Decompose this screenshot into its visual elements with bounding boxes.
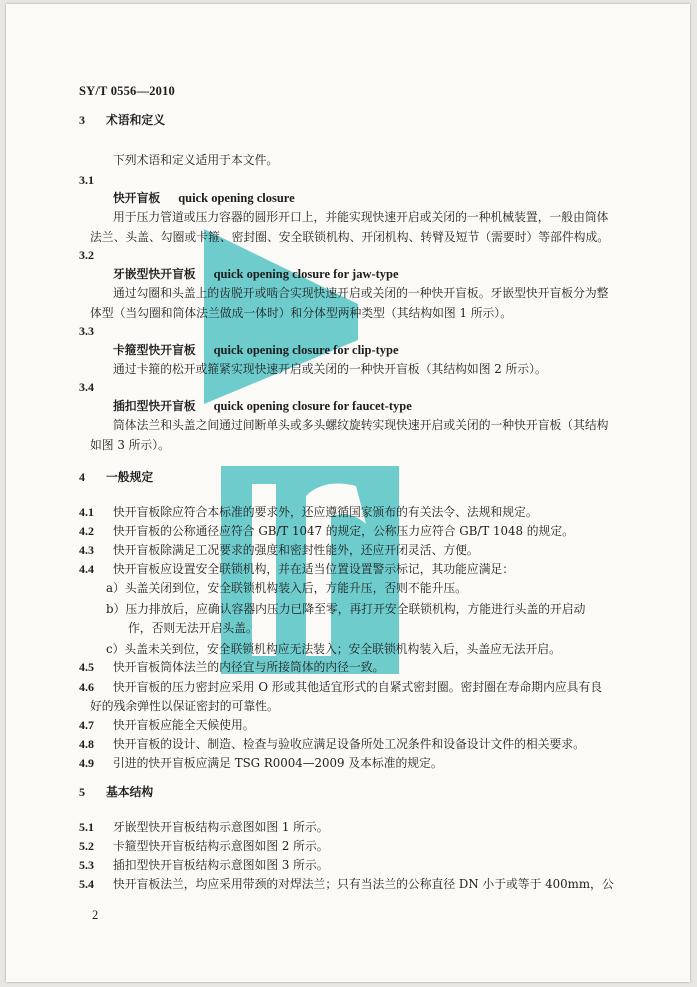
doc-id: SY/T 0556—2010	[79, 84, 175, 98]
clause-number: 5.4	[79, 877, 94, 891]
clause-number: 5.1	[79, 820, 94, 834]
term-title: 插扣型快开盲板 quick opening closure for faucet-type	[113, 399, 412, 413]
clause-text: 快开盲板的设计、制造、检查与验收应满足设备所处工况条件和设备设计文件的相关要求。	[113, 737, 585, 751]
clause-number: 4.6	[79, 680, 94, 694]
clause-text: 引进的快开盲板应满足 TSG R0004—2009 及本标准的规定。	[113, 756, 443, 770]
clause-text: 快开盲板除满足工况要求的强度和密封性能外，还应开闭灵活、方便。	[113, 543, 479, 557]
clause-number: 5.2	[79, 839, 94, 853]
clause-number: 4.7	[79, 718, 94, 732]
section-number: 5	[79, 785, 85, 799]
section-number: 4	[79, 470, 85, 484]
term-number: 3.4	[79, 380, 94, 394]
section-title: 基本结构	[106, 785, 154, 799]
clause-text: 快开盲板除应符合本标准的要求外，还应遵循国家颁布的有关法令、法规和规定。	[113, 505, 538, 519]
clause-number: 4.9	[79, 756, 94, 770]
page-number: 2	[92, 908, 99, 922]
term-definition: 通过勾圈和头盖上的齿脱开或啮合实现快速开启或关闭的一种快开盲板。牙嵌型快开盲板分为整	[113, 286, 609, 300]
clause-number: 4.2	[79, 524, 94, 538]
sub-item: b）压力排放后，应确认容器内压力已降至零，再打开安全联锁机构，方能进行头盖的开启动	[106, 602, 586, 616]
term-definition: 筒体法兰和头盖之间通过间断单头或多头螺纹旋转实现快速开启或关闭的一种快开盲板（其结构	[113, 418, 609, 432]
clause-text: 卡箍型快开盲板结构示意图如图 2 所示。	[113, 839, 329, 853]
term-definition: 如图 3 所示）。	[90, 438, 170, 452]
sub-item: a）头盖关闭到位，安全联锁机构装入后，方能升压，否则不能升压。	[106, 581, 467, 595]
term-title: 牙嵌型快开盲板 quick opening closure for jaw-type	[113, 267, 399, 281]
section-title: 术语和定义	[106, 113, 165, 127]
term-definition: 用于压力管道或压力容器的圆形开口上，并能实现快速开启或关闭的一种机械装置，一般由筒体	[113, 210, 609, 224]
clause-number: 4.5	[79, 660, 94, 674]
term-title: 快开盲板 quick opening closure	[113, 191, 295, 205]
clause-number: 4.3	[79, 543, 94, 557]
sub-item: c）头盖未关到位，安全联锁机构应无法装入；安全联锁机构装入后，头盖应无法开启。	[106, 642, 561, 656]
clause-text: 快开盲板的公称通径应符合 GB/T 1047 的规定，公称压力应符合 GB/T 1048 的规定。	[113, 524, 574, 538]
term-definition: 体型（当勾圈和筒体法兰做成一体时）和分体型两种类型（其结构如图 1 所示）。	[90, 306, 512, 320]
clause-text: 好的残余弹性以保证密封的可靠性。	[90, 699, 279, 713]
clause-number: 4.4	[79, 562, 94, 576]
clause-number: 4.1	[79, 505, 94, 519]
sub-item-continuation: 作，否则无法开启头盖。	[128, 621, 258, 635]
clause-text: 快开盲板应设置安全联锁机构，并在适当位置设置警示标记，其功能应满足：	[113, 562, 515, 576]
watermark-logo	[6, 4, 690, 982]
document-page	[6, 4, 690, 982]
term-title: 卡箍型快开盲板 quick opening closure for clip-type	[113, 343, 399, 357]
term-definition: 通过卡箍的松开或箍紧实现快速开启或关闭的一种快开盲板（其结构如图 2 所示）。	[113, 362, 547, 376]
term-number: 3.2	[79, 248, 94, 262]
term-number: 3.3	[79, 324, 94, 338]
clause-text: 插扣型快开盲板结构示意图如图 3 所示。	[113, 858, 329, 872]
section-title: 一般规定	[106, 470, 154, 484]
clause-number: 5.3	[79, 858, 94, 872]
term-number: 3.1	[79, 173, 94, 187]
section-number: 3	[79, 113, 85, 127]
section-intro: 下列术语和定义适用于本文件。	[113, 153, 279, 167]
clause-number: 4.8	[79, 737, 94, 751]
clause-text: 牙嵌型快开盲板结构示意图如图 1 所示。	[113, 820, 329, 834]
clause-text: 快开盲板应能全天候使用。	[113, 718, 255, 732]
clause-text: 快开盲板法兰，均应采用带颈的对焊法兰；只有当法兰的公称直径 DN 小于或等于 400mm，公	[113, 877, 614, 891]
clause-text: 快开盲板的压力密封应采用 O 形或其他适宜形式的自紧式密封圈。密封圈在寿命期内应具有良	[113, 680, 603, 694]
clause-text: 快开盲板筒体法兰的内径宜与所接筒体的内径一致。	[113, 660, 385, 674]
term-definition: 法兰、头盖、勾圈或卡箍、密封圈、安全联锁机构、开闭机构、转臂及短节（需要时）等部件构成。	[90, 230, 610, 244]
